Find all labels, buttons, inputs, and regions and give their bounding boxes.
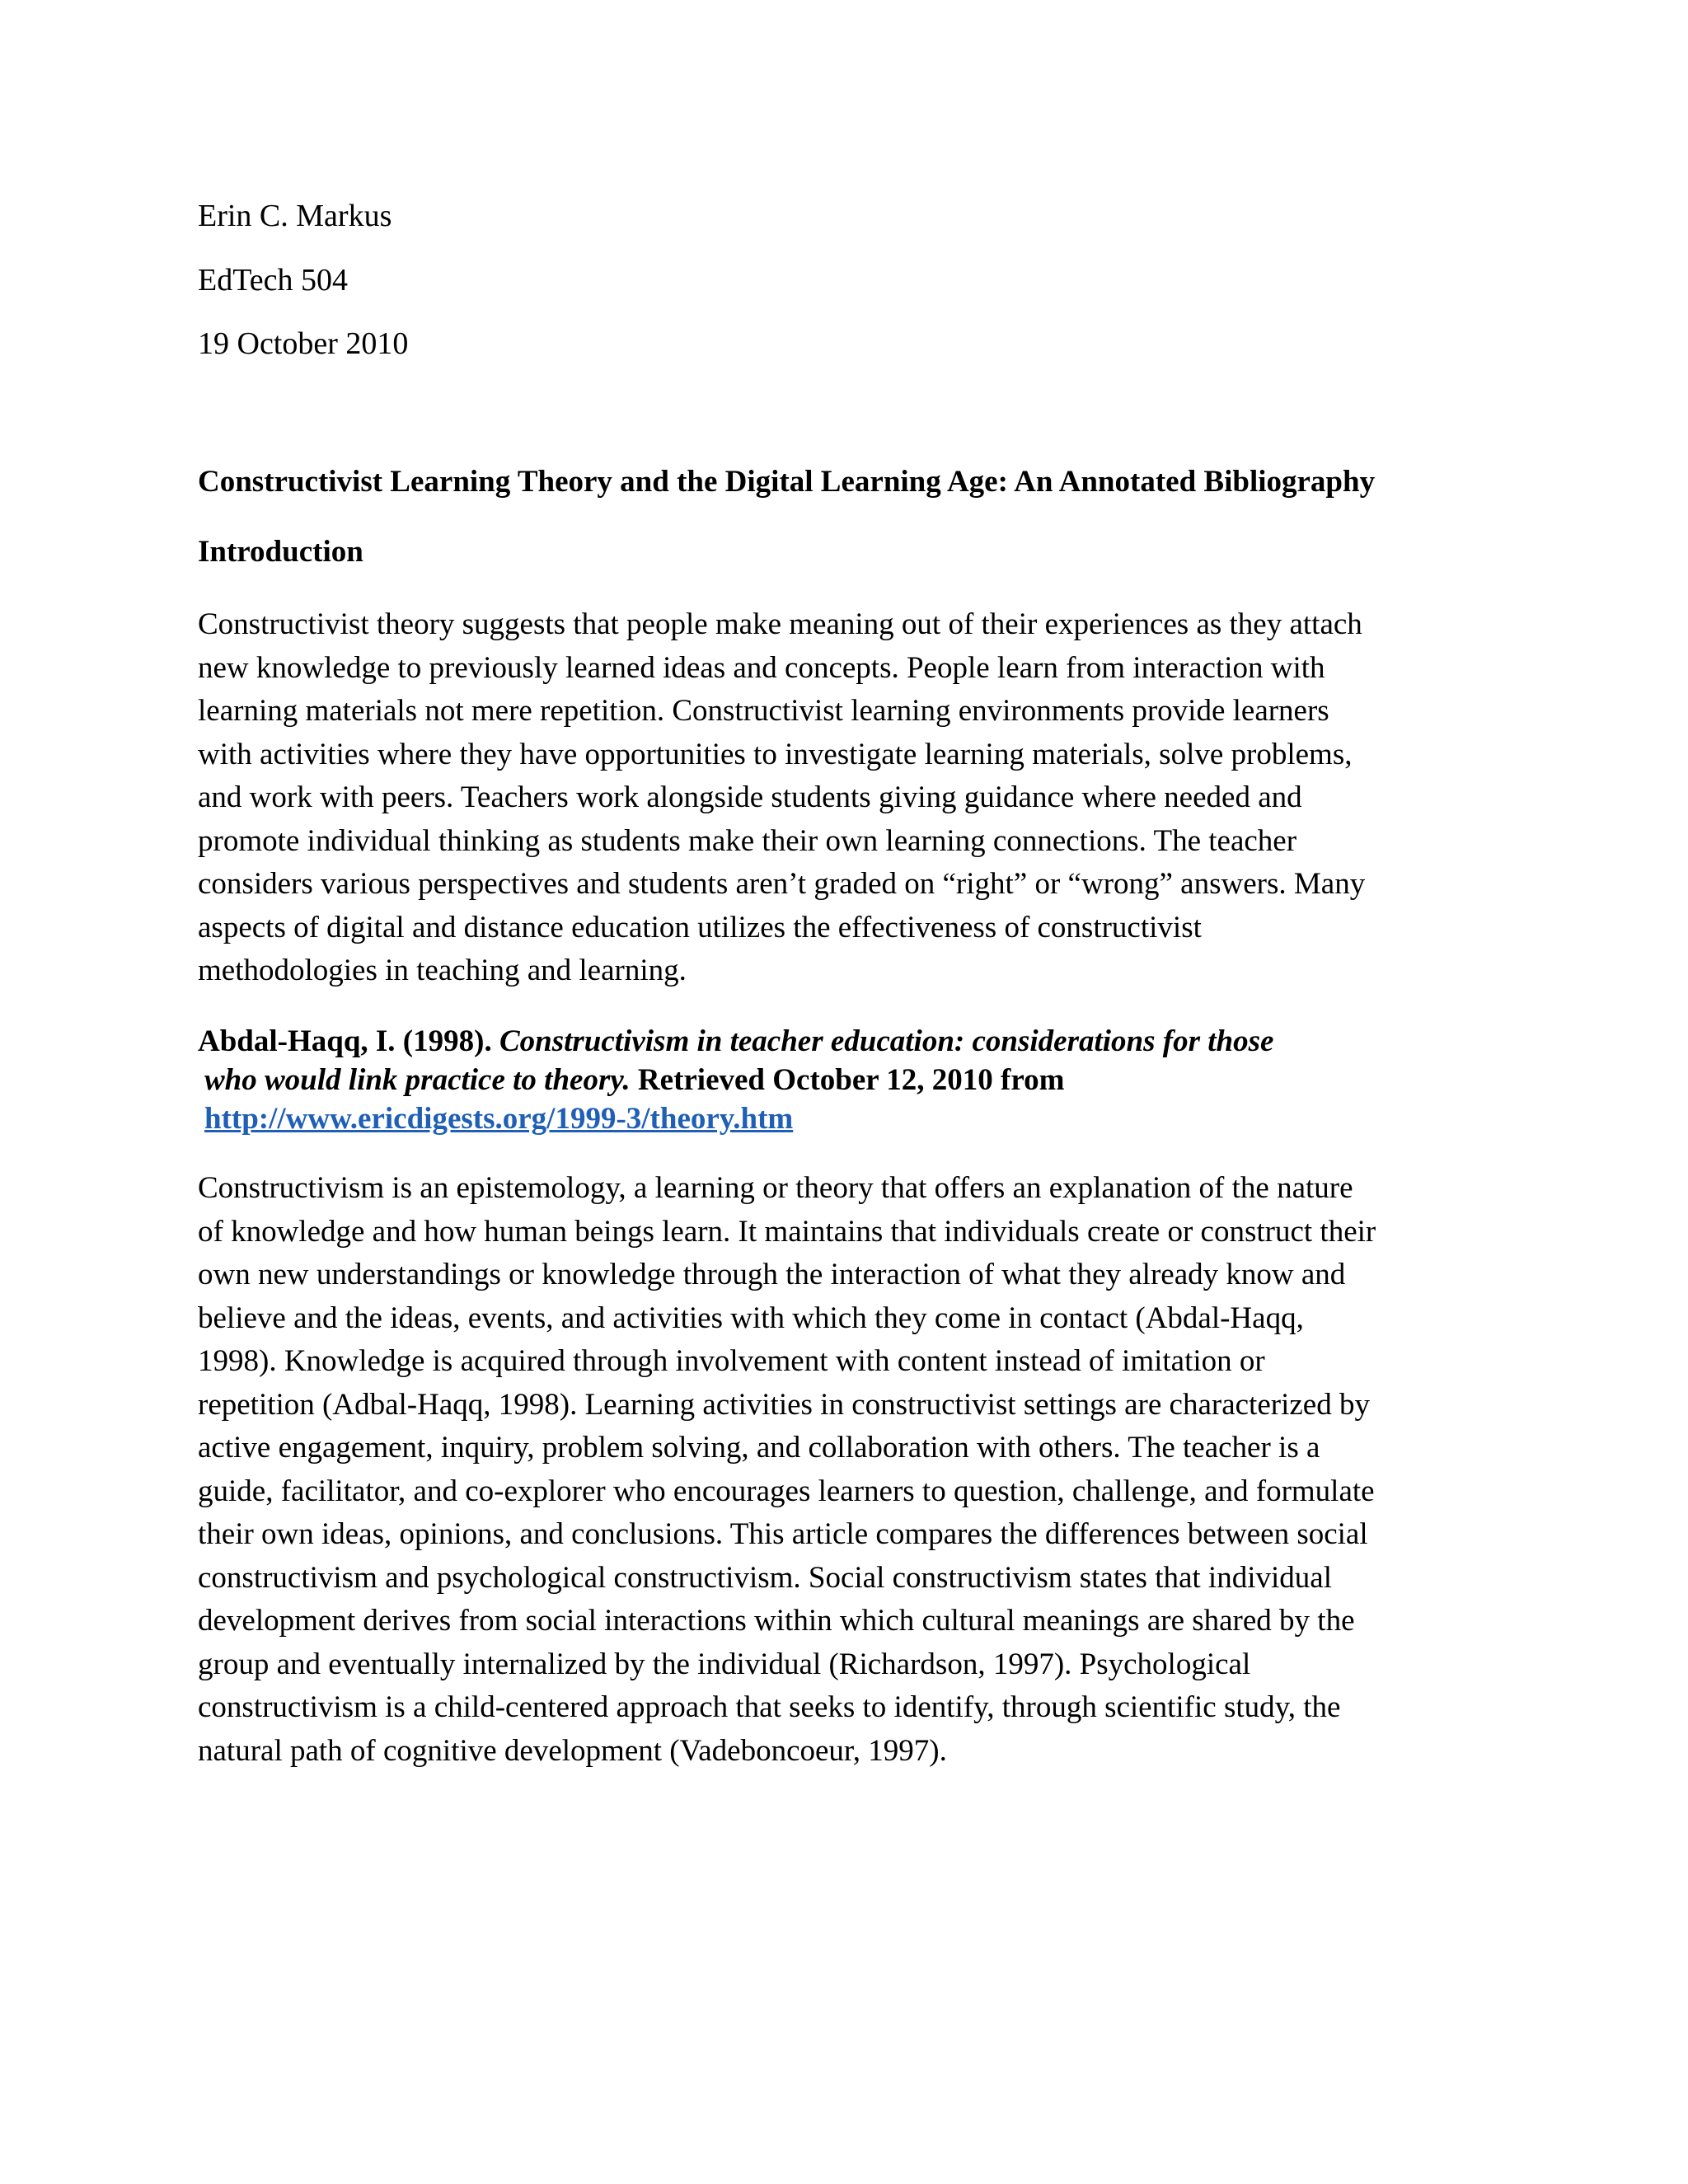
text-line: 1998). Knowledge is acquired through involvement with content instead of imitation or bbox=[198, 1344, 1265, 1378]
author-name: Erin C. Markus bbox=[198, 199, 392, 233]
text-line: learning materials not mere repetition. Constructivist learning environments provide learners bbox=[198, 694, 1329, 728]
text-line: guide, facilitator, and co-explorer who encourages learners to question, challenge, and formulate bbox=[198, 1474, 1375, 1508]
citation-line-3 bbox=[198, 1099, 1484, 1138]
annotation-paragraph bbox=[198, 1167, 1484, 1773]
document-date: 19 October 2010 bbox=[198, 326, 409, 361]
text-line: group and eventually internalized by the individual (Richardson, 1997). Psychological bbox=[198, 1647, 1251, 1681]
text-line: development derives from social interactions within which cultural meanings are shared by the bbox=[198, 1604, 1355, 1638]
citation-line-1 bbox=[198, 1022, 1484, 1061]
text-line: constructivism and psychological constructivism. Social constructivism states that individual bbox=[198, 1560, 1332, 1595]
text-line: Constructivism is an epistemology, a learning or theory that offers an explanation of the nature bbox=[198, 1171, 1353, 1205]
text-line: with activities where they have opportunities to investigate learning materials, solve problems, bbox=[198, 737, 1353, 771]
text-line: constructivism is a child-centered approach that seeks to identify, through scientific study, the bbox=[198, 1690, 1341, 1724]
citation-title-part2: who would link practice to theory. bbox=[204, 1063, 631, 1097]
text-line: Constructivist theory suggests that people make meaning out of their experiences as they attach bbox=[198, 607, 1362, 641]
text-line: methodologies in teaching and learning. bbox=[198, 954, 687, 987]
text-line: and work with peers. Teachers work alongside students giving guidance where needed and bbox=[198, 780, 1302, 814]
text-line: of knowledge and how human beings learn. It maintains that individuals create or construct their bbox=[198, 1214, 1376, 1249]
section-heading-introduction: Introduction bbox=[198, 535, 363, 569]
text-line: considers various perspectives and students aren’t graded on “right” or “wrong” answers. Many bbox=[198, 867, 1366, 901]
text-line: new knowledge to previously learned ideas and concepts. People learn from interaction with bbox=[198, 650, 1325, 685]
citation-retrieved: Retrieved October 12, 2010 from bbox=[630, 1063, 1065, 1097]
citation-url-link[interactable]: http://www.ericdigests.org/1999-3/theory.htm bbox=[204, 1102, 794, 1136]
text-line: own new understandings or knowledge through the interaction of what they already know and bbox=[198, 1258, 1346, 1291]
text-line: believe and the ideas, events, and activities with which they come in contact (Abdal-Haqq, bbox=[198, 1301, 1304, 1335]
text-line: their own ideas, opinions, and conclusions. This article compares the differences between social bbox=[198, 1517, 1368, 1551]
introduction-paragraph bbox=[198, 603, 1484, 993]
citation-line-2 bbox=[198, 1061, 1484, 1099]
text-line: repetition (Adbal-Haqq, 1998). Learning activities in constructivist settings are characterized by bbox=[198, 1387, 1370, 1422]
document-title: Constructivist Learning Theory and the Digital Learning Age: An Annotated Bibliography bbox=[198, 465, 1376, 499]
bibliography-citation bbox=[198, 1022, 1484, 1138]
citation-title-part1: Constructivism in teacher education: considerations for those bbox=[499, 1024, 1274, 1058]
citation-author-year: Abdal-Haqq, I. (1998). bbox=[198, 1024, 499, 1058]
course-name: EdTech 504 bbox=[198, 263, 349, 298]
text-line: promote individual thinking as students make their own learning connections. The teacher bbox=[198, 823, 1297, 858]
text-line: natural path of cognitive development (Vadeboncoeur, 1997). bbox=[198, 1733, 947, 1768]
text-line: aspects of digital and distance education utilizes the effectiveness of constructivist bbox=[198, 910, 1202, 944]
text-line: active engagement, inquiry, problem solving, and collaboration with others. The teacher is a bbox=[198, 1431, 1320, 1465]
